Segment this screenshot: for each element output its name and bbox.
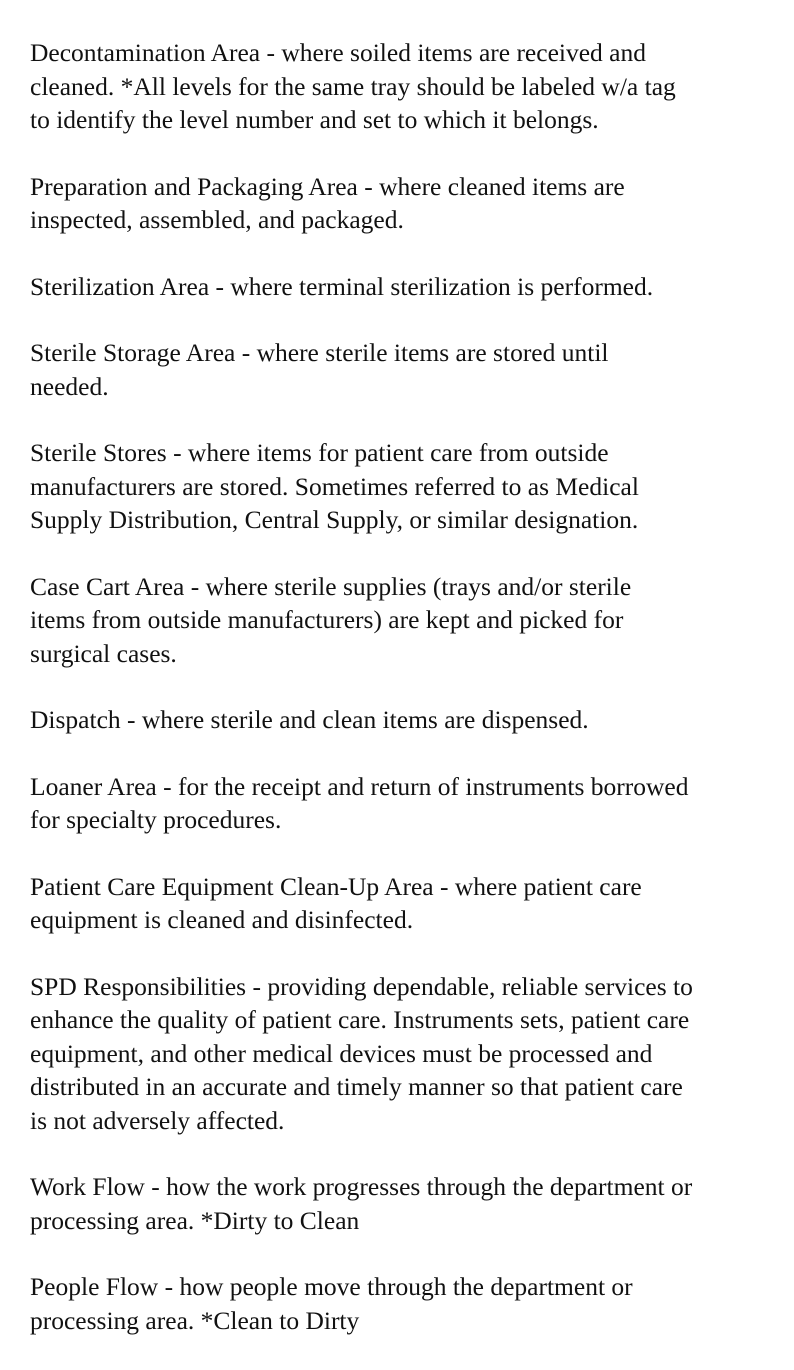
paragraph-patient-care-equipment-cleanup-area: Patient Care Equipment Clean-Up Area - where patient care equipment is cleaned and disinfected. — [30, 871, 642, 934]
paragraph-preparation-packaging-area: Preparation and Packaging Area - where cleaned items are inspected, assembled, and packaged. — [30, 171, 625, 234]
paragraph-case-cart-area: Case Cart Area - where sterile supplies (trays and/or sterile items from outside manufacturers) are kept and picked for surgical cases. — [30, 571, 632, 668]
paragraph-spd-responsibilities: SPD Responsibilities - providing dependable, reliable services to enhance the quality of patient care. Instruments sets, patient care equipment, and other medical devices must be processed and distributed in an accurate and timely manner so that patient care is not adversely affected. — [30, 971, 693, 1135]
paragraph-work-flow: Work Flow - how the work progresses through the department or processing area. *Dirty to Clean — [30, 1172, 693, 1235]
paragraph-people-flow: People Flow - how people move through the department or processing area. *Clean to Dirty — [30, 1272, 633, 1335]
paragraph-sterile-storage-area: Sterile Storage Area - where sterile items are stored until needed. — [30, 338, 609, 401]
paragraph-sterile-stores: Sterile Stores - where items for patient care from outside manufacturers are stored. Sometimes referred to as Medical Supply Distribution, Central Supply, or similar designation. — [30, 438, 639, 534]
paragraph-dispatch: Dispatch - where sterile and clean items are dispensed. — [30, 705, 589, 734]
paragraph-sterilization-area: Sterilization Area - where terminal sterilization is performed. — [30, 271, 654, 301]
paragraph-decontamination-area: Decontamination Area - where soiled items are received and cleaned. *All levels for the same tray should be labeled w/a tag to identify the level number and set to which it belongs. — [30, 38, 676, 134]
paragraph-loaner-area: Loaner Area - for the receipt and return of instruments borrowed for specialty procedures. — [30, 771, 689, 834]
document-page — [30, 36, 782, 1370]
